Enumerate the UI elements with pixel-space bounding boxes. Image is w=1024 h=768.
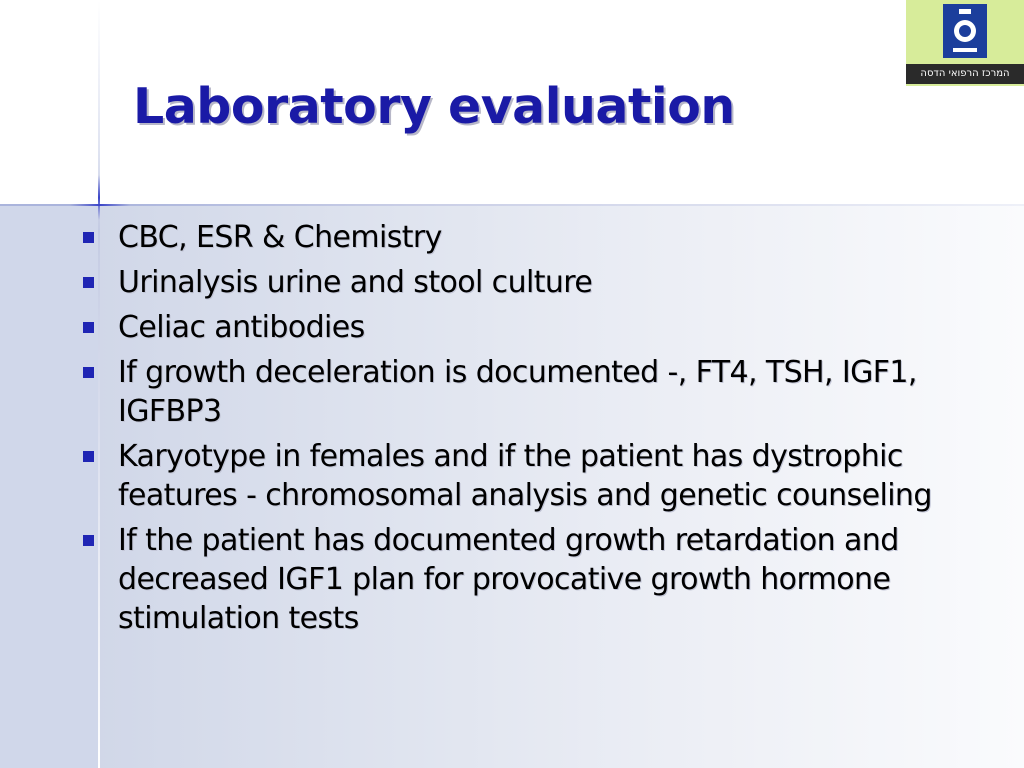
bullet-text: If growth deceleration is documented -, FT4, TSH, IGF1, IGFBP3 xyxy=(118,355,917,429)
bullet-text: If the patient has documented growth retardation and decreased IGF1 plan for provocative growth hormone stimulation tests xyxy=(118,523,899,636)
bullet-item xyxy=(80,521,940,638)
horizontal-divider-line xyxy=(0,204,1024,206)
square-bullet-icon xyxy=(83,367,94,378)
hospital-logo xyxy=(906,0,1024,86)
square-bullet-icon xyxy=(83,535,94,546)
emblem-graphic xyxy=(943,4,987,58)
square-bullet-icon xyxy=(83,232,94,243)
bullet-text: Urinalysis urine and stool culture xyxy=(118,265,593,300)
logo-caption: המרכז הרפואי הדסה xyxy=(906,64,1024,84)
square-bullet-icon xyxy=(83,451,94,462)
bullet-text: Celiac antibodies xyxy=(118,310,365,345)
bullet-item xyxy=(80,437,940,515)
slide-title: Laboratory evaluation xyxy=(133,78,735,135)
bullet-item xyxy=(80,308,940,347)
hospital-emblem-icon xyxy=(943,4,987,58)
bullet-list xyxy=(80,218,940,644)
square-bullet-icon xyxy=(83,322,94,333)
bullet-item xyxy=(80,263,940,302)
bullet-text: CBC, ESR & Chemistry xyxy=(118,220,442,255)
cross-accent-horizontal xyxy=(70,204,130,206)
bullet-item xyxy=(80,218,940,257)
cross-accent-vertical xyxy=(98,175,100,220)
bullet-text: Karyotype in females and if the patient has dystrophic features - chromosomal analysis and genetic counseling xyxy=(118,439,932,513)
bullet-item xyxy=(80,353,940,431)
square-bullet-icon xyxy=(83,277,94,288)
